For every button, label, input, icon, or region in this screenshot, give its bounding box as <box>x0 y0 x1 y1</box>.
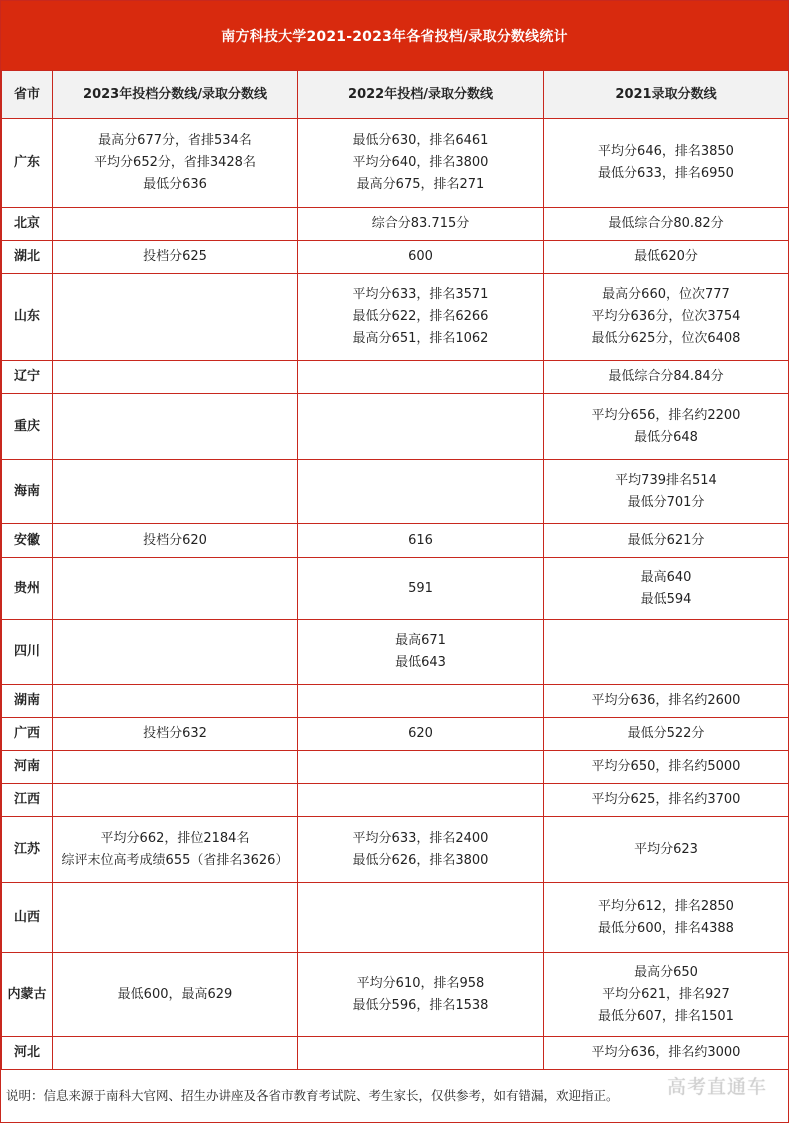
score-line: 最高分660，位次777 <box>602 287 730 302</box>
header-2022: 2022年投档/录取分数线 <box>298 71 544 119</box>
table-row <box>2 274 789 361</box>
province-cell: 湖北 <box>2 241 53 274</box>
score-line: 平均分646，排名3850 <box>598 144 734 159</box>
score-cell-2021 <box>544 784 789 817</box>
score-line: 最低分607，排名1501 <box>598 1008 734 1024</box>
score-line: 平均分612，排名2850 <box>598 898 734 914</box>
table-row <box>2 751 789 784</box>
score-cell-2022 <box>298 685 544 718</box>
table-row <box>2 460 789 524</box>
score-cell-2023 <box>53 208 298 241</box>
score-cell-2023 <box>53 361 298 394</box>
score-line: 平均分633，排名3571 <box>352 287 489 302</box>
table-row <box>2 817 789 883</box>
score-cell-2022 <box>298 524 544 558</box>
score-cell-2021 <box>544 208 789 241</box>
score-cell-2023 <box>53 883 298 953</box>
score-line: 综评末位高考成绩655（省排名3626） <box>61 852 289 868</box>
score-line: 620 <box>408 726 433 741</box>
score-cell-2022 <box>298 1037 544 1070</box>
score-line: 平均分662，排位2184名 <box>100 830 250 846</box>
score-cell-2023 <box>53 685 298 718</box>
score-line: 最低分596，排名1538 <box>352 997 489 1013</box>
score-cell-2023 <box>53 274 298 361</box>
score-line: 平均739排名514 <box>615 472 717 488</box>
score-cell-2023 <box>53 751 298 784</box>
score-line: 最低分648 <box>634 429 698 445</box>
province-cell: 北京 <box>2 208 53 241</box>
table-title: 南方科技大学2021-2023年各省投档/录取分数线统计 <box>1 1 788 70</box>
score-cell-2022 <box>298 394 544 460</box>
score-cell-2023 <box>53 460 298 524</box>
table-row <box>2 524 789 558</box>
score-cell-2021 <box>544 883 789 953</box>
score-cell-2023 <box>53 119 298 208</box>
table-row <box>2 620 789 685</box>
score-line: 最低620分 <box>634 249 698 264</box>
score-line: 平均分610，排名958 <box>356 975 485 991</box>
header-row <box>2 71 789 119</box>
score-line: 最低分701分 <box>627 494 705 510</box>
province-cell: 河北 <box>2 1037 53 1070</box>
score-cell-2021 <box>544 524 789 558</box>
score-line: 最低分622，排名6266 <box>352 309 489 324</box>
score-line: 最低分630，排名6461 <box>352 133 489 148</box>
score-cell-2022 <box>298 361 544 394</box>
score-line: 最低分636 <box>143 177 207 192</box>
score-line: 最高分675，排名271 <box>356 177 485 192</box>
score-cell-2022 <box>298 119 544 208</box>
score-cell-2021 <box>544 460 789 524</box>
score-cell-2022 <box>298 953 544 1037</box>
score-line: 投档分632 <box>143 726 207 741</box>
score-cell-2022 <box>298 883 544 953</box>
province-cell: 内蒙古 <box>2 953 53 1037</box>
score-cell-2021 <box>544 558 789 620</box>
score-cell-2022 <box>298 241 544 274</box>
score-cell-2021 <box>544 241 789 274</box>
score-line: 最高671 <box>395 633 446 648</box>
watermark: 高考直通车 <box>666 1076 767 1098</box>
score-line: 平均分636分，位次3754 <box>591 309 741 324</box>
score-line: 平均分640，排名3800 <box>352 155 489 170</box>
score-cell-2022 <box>298 718 544 751</box>
score-cell-2022 <box>298 784 544 817</box>
score-line: 最低综合分80.82分 <box>608 216 724 231</box>
score-line: 最高分677分，省排534名 <box>98 133 252 148</box>
score-cell-2021 <box>544 718 789 751</box>
score-line: 平均分623 <box>634 841 698 857</box>
score-table <box>1 70 789 1070</box>
score-line: 最低643 <box>395 655 446 670</box>
header-province: 省市 <box>2 71 53 119</box>
score-cell-2023 <box>53 241 298 274</box>
score-cell-2022 <box>298 558 544 620</box>
province-cell: 四川 <box>2 620 53 685</box>
table-row <box>2 685 789 718</box>
score-line: 最低综合分84.84分 <box>608 369 724 384</box>
score-cell-2021 <box>544 817 789 883</box>
score-line: 投档分620 <box>143 532 207 548</box>
score-line: 平均分656，排名约2200 <box>591 407 741 423</box>
score-line: 平均分636，排名约3000 <box>591 1045 741 1060</box>
score-cell-2021 <box>544 751 789 784</box>
header-2021: 2021录取分数线 <box>544 71 789 119</box>
score-cell-2022 <box>298 751 544 784</box>
score-line: 最低分625分，位次6408 <box>591 331 741 346</box>
score-cell-2023 <box>53 718 298 751</box>
score-cell-2021 <box>544 274 789 361</box>
province-cell: 辽宁 <box>2 361 53 394</box>
province-cell: 安徽 <box>2 524 53 558</box>
header-2023: 2023年投档分数线/录取分数线 <box>53 71 298 119</box>
score-line: 最高分651，排名1062 <box>352 331 489 346</box>
table-row <box>2 953 789 1037</box>
table-row <box>2 718 789 751</box>
score-line: 最高分650 <box>634 964 698 980</box>
score-line: 最低594 <box>640 591 692 607</box>
score-line: 616 <box>408 532 433 548</box>
score-line: 投档分625 <box>143 249 207 264</box>
score-cell-2022 <box>298 460 544 524</box>
score-cell-2023 <box>53 620 298 685</box>
province-cell: 贵州 <box>2 558 53 620</box>
score-line: 最低分626，排名3800 <box>352 852 489 868</box>
table-row <box>2 394 789 460</box>
province-cell: 山东 <box>2 274 53 361</box>
province-cell: 广东 <box>2 119 53 208</box>
score-cell-2022 <box>298 208 544 241</box>
score-line: 最低600，最高629 <box>117 986 233 1002</box>
table-row <box>2 883 789 953</box>
footnote: 说明：信息来源于南科大官网、招生办讲座及各省市教育考试院、考生家长，仅供参考，如有错漏，欢迎指正。 <box>6 1088 619 1103</box>
score-cell-2021 <box>544 361 789 394</box>
province-cell: 河南 <box>2 751 53 784</box>
score-line: 综合分83.715分 <box>371 216 470 231</box>
score-cell-2022 <box>298 817 544 883</box>
province-cell: 广西 <box>2 718 53 751</box>
score-cell-2022 <box>298 274 544 361</box>
score-cell-2021 <box>544 953 789 1037</box>
table-row <box>2 784 789 817</box>
score-cell-2023 <box>53 394 298 460</box>
score-line: 最高640 <box>640 569 692 585</box>
score-line: 最低分621分 <box>627 532 705 548</box>
table-row <box>2 1037 789 1070</box>
table-row <box>2 241 789 274</box>
score-cell-2023 <box>53 524 298 558</box>
score-line: 最低分600，排名4388 <box>598 920 734 936</box>
score-cell-2023 <box>53 558 298 620</box>
score-line: 最低分522分 <box>627 726 705 741</box>
score-cell-2021 <box>544 685 789 718</box>
table-row <box>2 208 789 241</box>
score-cell-2023 <box>53 1037 298 1070</box>
province-cell: 山西 <box>2 883 53 953</box>
table-row <box>2 119 789 208</box>
province-cell: 湖南 <box>2 685 53 718</box>
score-line: 平均分633，排名2400 <box>352 830 489 846</box>
score-line: 平均分621，排名927 <box>602 986 730 1002</box>
score-cell-2023 <box>53 953 298 1037</box>
table-row <box>2 558 789 620</box>
score-line: 600 <box>408 249 433 264</box>
score-line: 591 <box>408 580 433 596</box>
table-row <box>2 361 789 394</box>
score-line: 平均分650，排名约5000 <box>591 759 741 774</box>
score-cell-2021 <box>544 620 789 685</box>
score-cell-2021 <box>544 394 789 460</box>
province-cell: 重庆 <box>2 394 53 460</box>
score-line: 平均分625，排名约3700 <box>591 792 741 807</box>
score-cell-2021 <box>544 119 789 208</box>
score-line: 平均分652分，省排3428名 <box>94 155 256 170</box>
score-cell-2021 <box>544 1037 789 1070</box>
score-cell-2023 <box>53 817 298 883</box>
province-cell: 江苏 <box>2 817 53 883</box>
score-cell-2022 <box>298 620 544 685</box>
province-cell: 海南 <box>2 460 53 524</box>
score-line: 最低分633，排名6950 <box>598 166 734 181</box>
score-cell-2023 <box>53 784 298 817</box>
province-cell: 江西 <box>2 784 53 817</box>
score-line: 平均分636，排名约2600 <box>591 693 741 708</box>
